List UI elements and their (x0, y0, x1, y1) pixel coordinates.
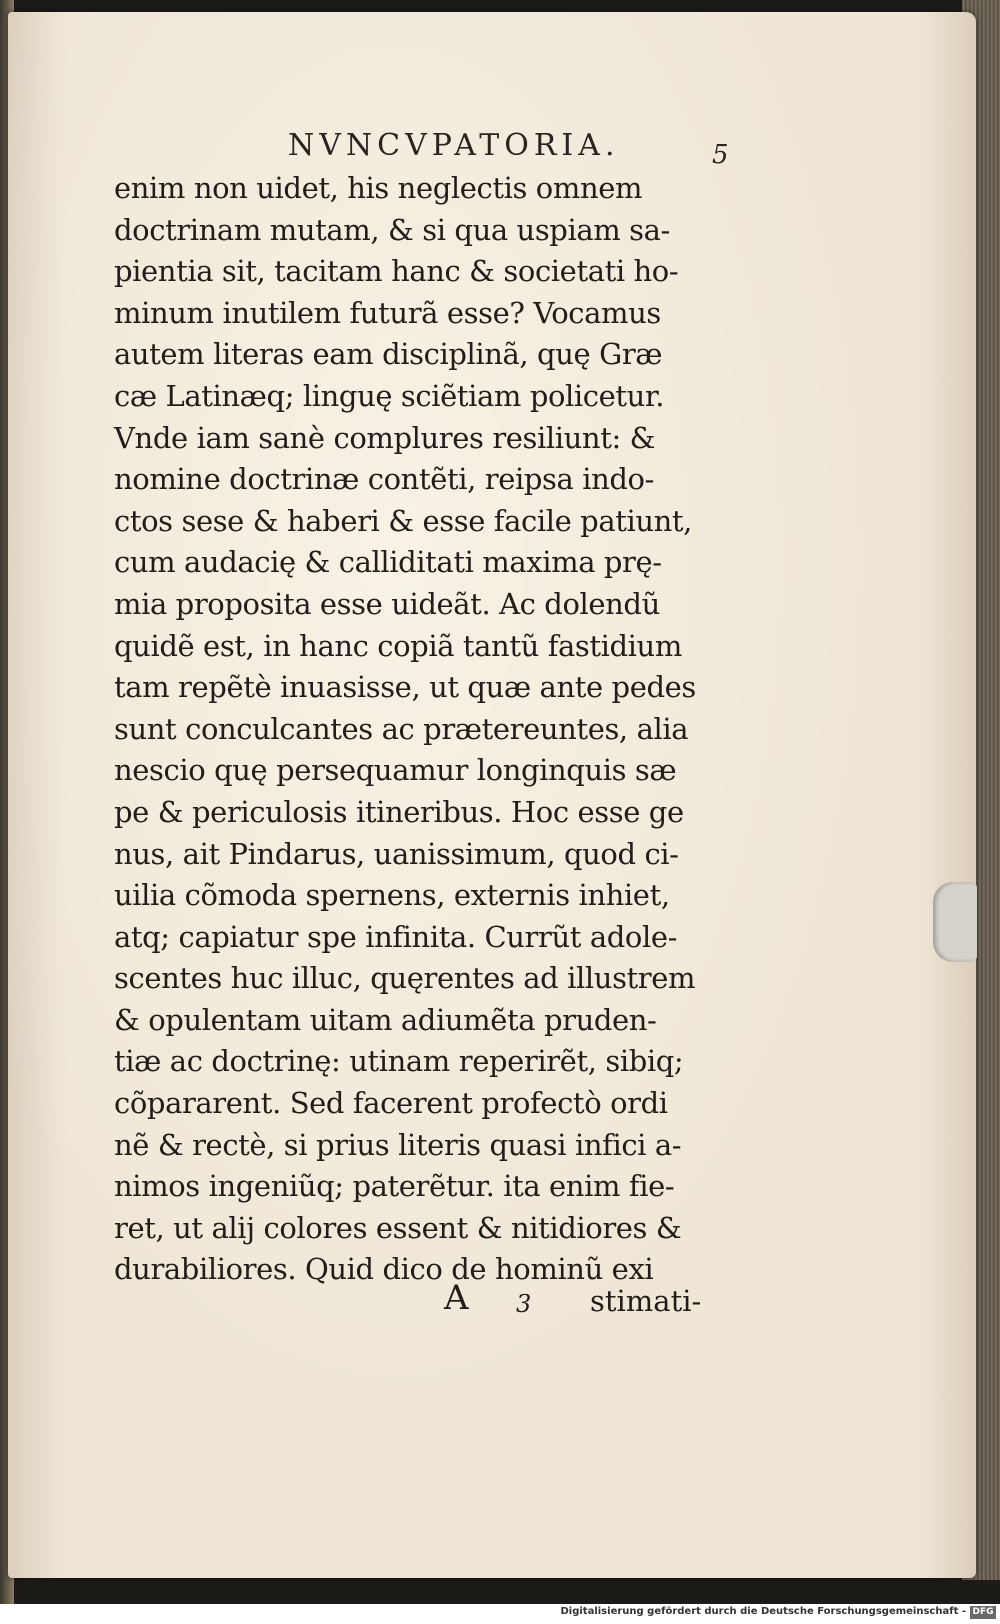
text-line: pientia sit, tacitam hanc & societati ho- (114, 254, 679, 289)
text-line: minum inutilem futurã esse? Vocamus (114, 295, 661, 330)
text-line: cum audacię & calliditati maxima prę- (114, 545, 662, 580)
body-text (114, 168, 734, 1291)
running-head: NVNCVPATORIA. (288, 128, 620, 163)
text-line: cæ Latinæq; linguę sciẽtiam policetur. (114, 378, 665, 413)
bookmark-tab (933, 882, 977, 962)
text-line: autem literas eam disciplinã, quę Græ (114, 337, 663, 372)
text-line: Vnde iam sanè complures resiliunt: & (114, 420, 656, 455)
text-line: & opulentam uitam adiumẽta pruden- (114, 1002, 657, 1037)
dfg-logo: DFG (970, 1606, 996, 1619)
catchword: stimati- (590, 1284, 702, 1318)
text-line: ctos sese & haberi & esse facile patiunt, (114, 503, 692, 538)
text-line: cõpararent. Sed facerent profectò ordi (114, 1086, 668, 1121)
text-line: enim non uidet, his neglectis omnem (114, 171, 643, 205)
dfg-credit-text: Digitalisierung gefördert durch die Deutsche Forschungsgemeinschaft - (560, 1606, 966, 1617)
text-line: uilia cõmoda spernens, externis inhiet, (114, 878, 670, 913)
text-line: nescio quę persequamur longinquis sæ (114, 753, 677, 788)
signature-mark: A (444, 1278, 469, 1318)
text-line: nomine doctrinæ contẽti, reipsa indo- (114, 462, 654, 497)
signature-number: 3 (516, 1290, 532, 1318)
text-line: tam repẽtè inuasisse, ut quæ ante pedes (114, 670, 696, 705)
text-line: sunt conculcantes ac prætereuntes, alia (114, 711, 689, 746)
text-line: ret, ut alij colores essent & nitidiores & (114, 1210, 682, 1245)
text-line: atq; capiatur spe infinita. Currũt adole- (114, 919, 677, 954)
text-line: pe & periculosis itineribus. Hoc esse ge (114, 794, 684, 829)
text-line: doctrinam mutam, & si qua uspiam sa- (114, 212, 670, 247)
folio-number: 5 (712, 140, 729, 170)
text-line: mia proposita esse uideãt. Ac dolendũ (114, 586, 660, 621)
text-line: nẽ & rectè, si prius literis quasi infici a- (114, 1127, 682, 1162)
text-line: durabiliores. Quid dico de hominũ exi (114, 1252, 654, 1287)
text-line: nimos ingeniũq; paterẽtur. ita enim fie- (114, 1169, 675, 1204)
text-line: tiæ ac doctrinę: utinam reperirẽt, sibiq; (114, 1044, 684, 1079)
text-line: scentes huc illuc, quęrentes ad illustrem (114, 961, 696, 996)
text-line: nus, ait Pindarus, uanissimum, quod ci- (114, 836, 679, 871)
text-line: quidẽ est, in hanc copiã tantũ fastidium (114, 628, 682, 663)
